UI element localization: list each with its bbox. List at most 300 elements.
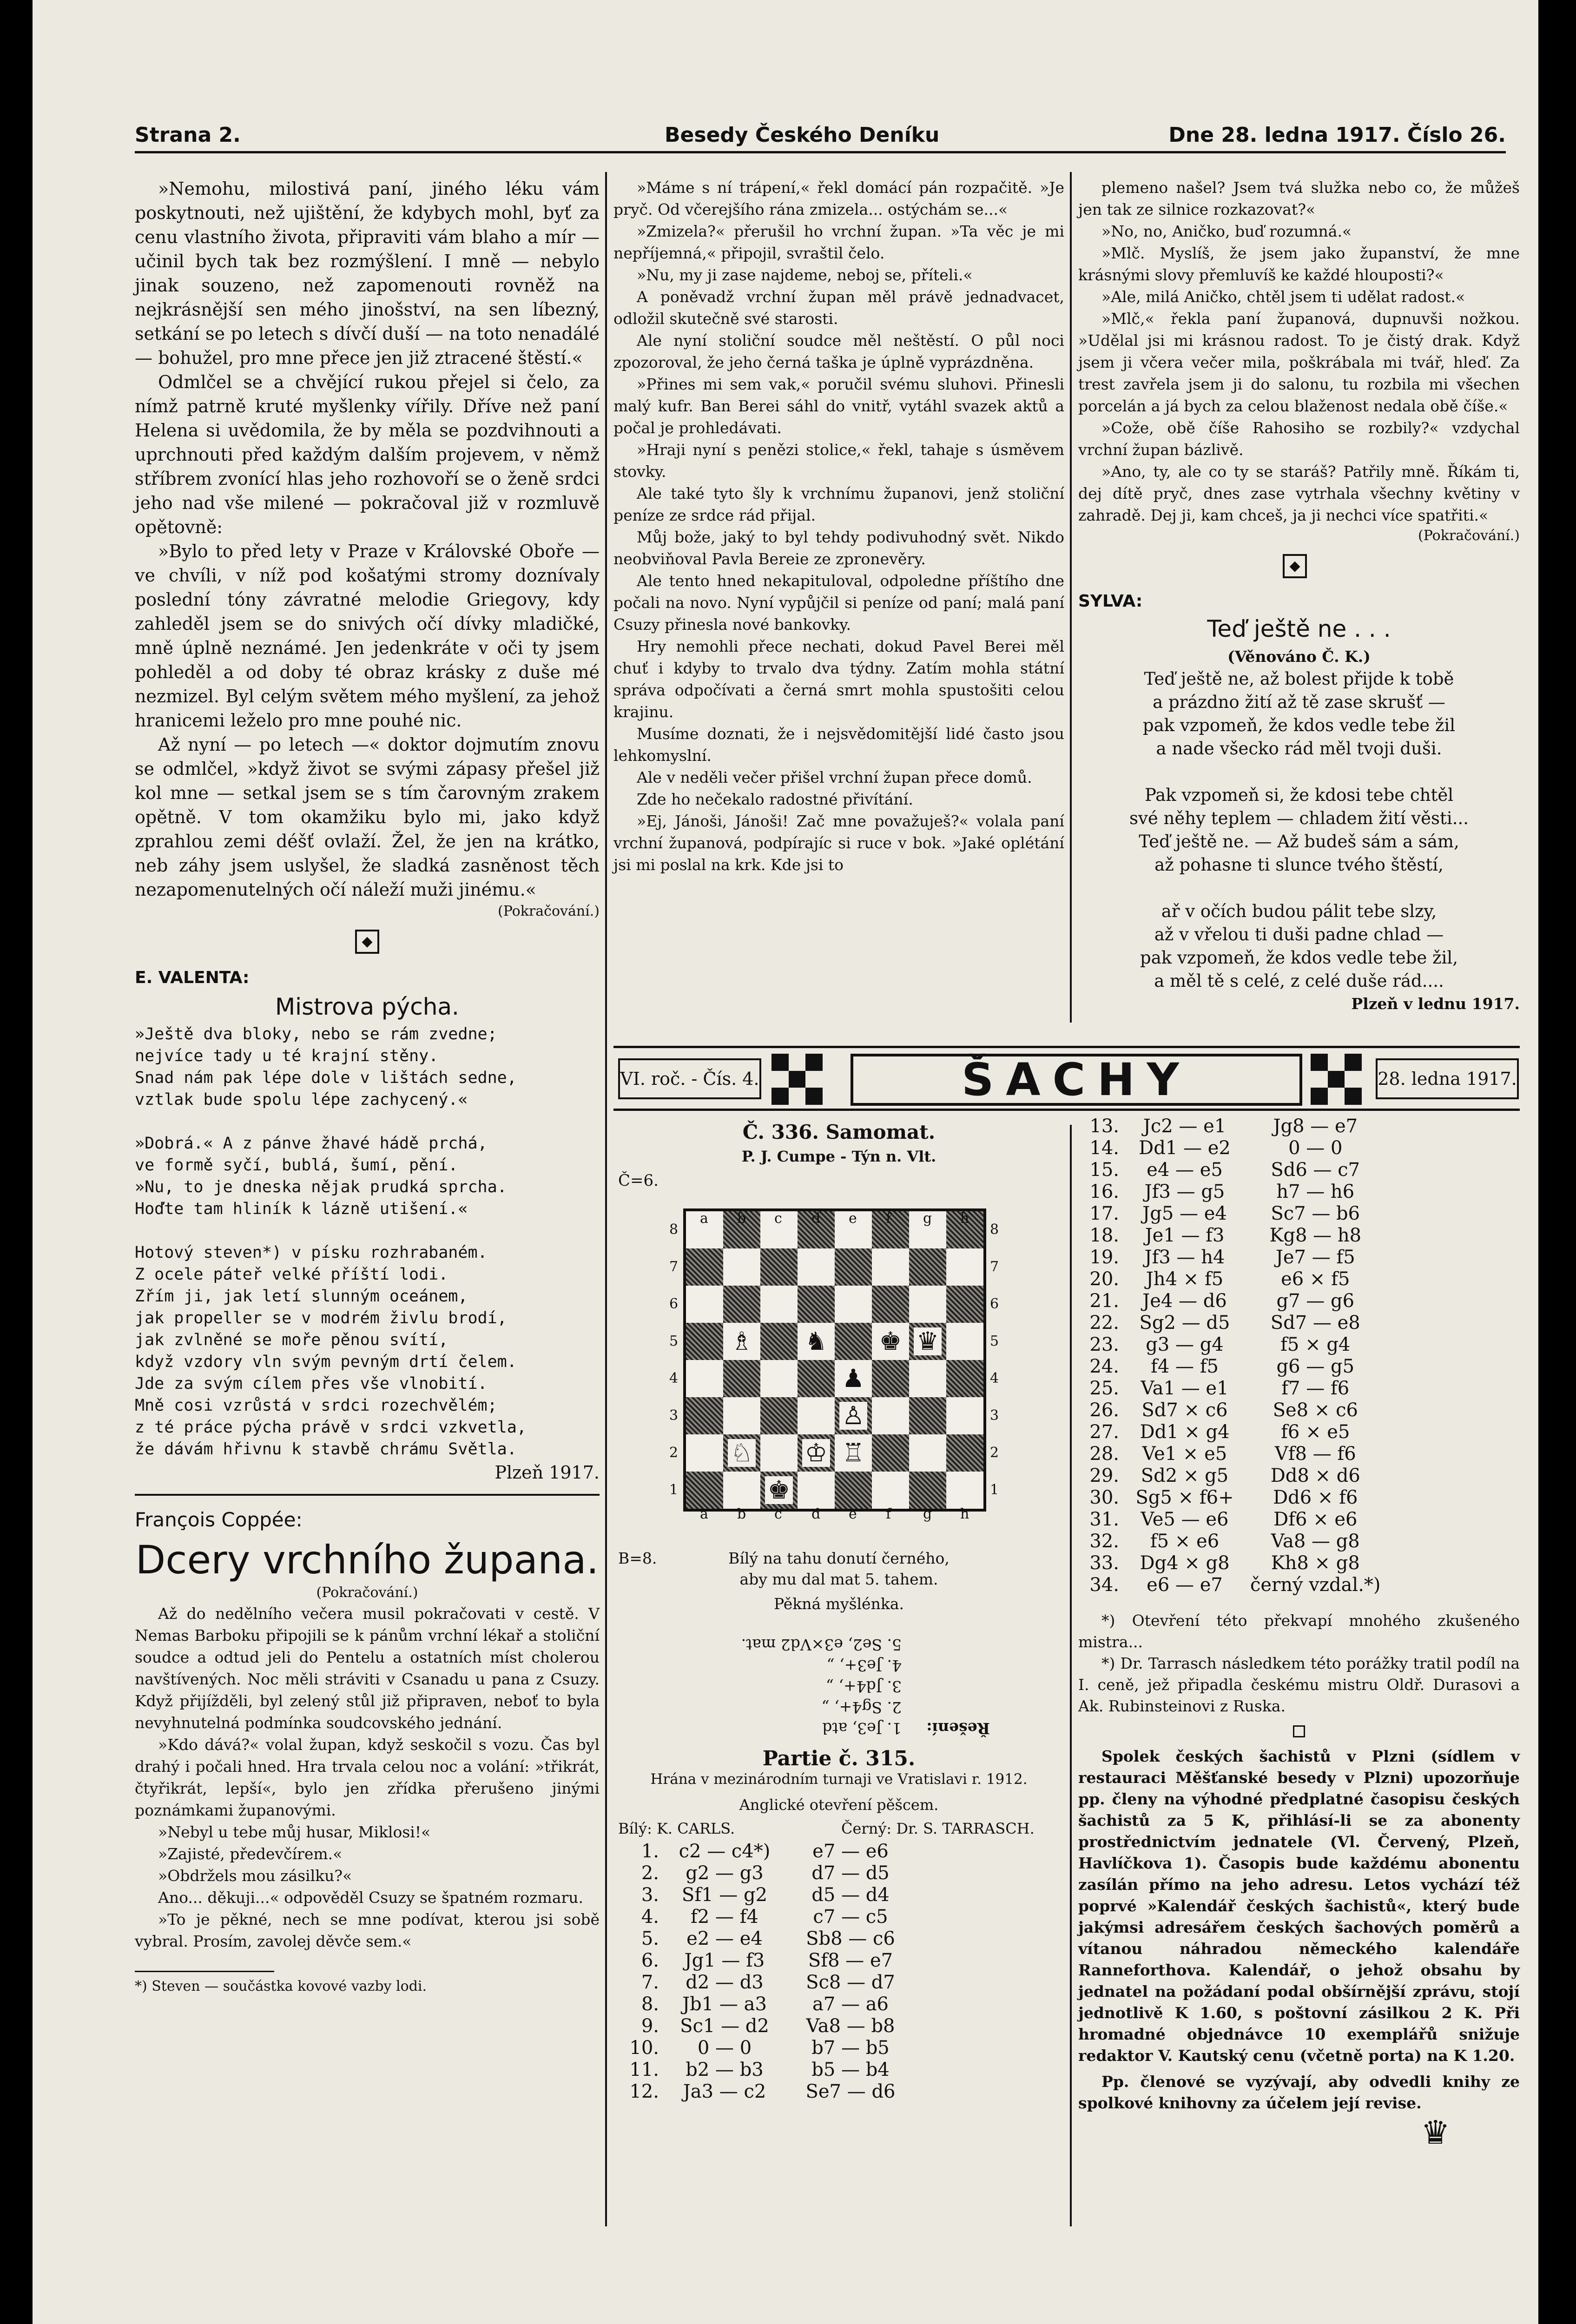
black-move: d5 — d4 [811,1884,890,1906]
rank-label: 4 [669,1370,679,1386]
move-row [618,2059,915,2081]
move-row [618,2081,915,2103]
file-label: e [849,1506,857,1522]
black-count: Č=6. [618,1171,659,1190]
black-move: Vf8 — f6 [1274,1443,1356,1465]
move-number: 9. [641,2015,659,2037]
move-row [1078,1137,1385,1159]
move-row [1078,1159,1385,1181]
poem-dedication: (Věnováno Č. K.) [1227,647,1371,666]
move-number: 29. [1089,1465,1119,1486]
board-square [686,1397,723,1434]
board-square [760,1360,798,1397]
move-number: 13. [1089,1116,1119,1137]
board-square [872,1323,909,1360]
move-row [1078,1400,1385,1421]
divider [135,1494,600,1496]
white-move: Sd7 × c6 [1141,1400,1228,1421]
rank-label: 8 [990,1221,999,1238]
chess-solution [618,1548,1060,2103]
paragraph: »Mlč,« řekla paní županová, dupnuvši nožkou. »Udělal jsi mi krásnou radost. To je čistý drak. Když jsem ji včera večer mila, poškrábala mi tvář, hleď. Za trest zavřela jsem ji do salonu, tu rozbila mi všechen porcelán a já bych za celou blaženost nedala obě číše.« [1078,310,1520,415]
game-note: *) Dr. Tarrasch následkem této porážky tratil podíl na I. ceně, jež připadla českému mistru Oldř. Durasovi a Ak. Rubinsteinovi z Ruska. [1078,1654,1520,1715]
file-label: b [737,1506,746,1522]
rank-label: 6 [669,1296,679,1312]
move-number: 18. [1089,1225,1119,1246]
move-row [1078,1247,1385,1268]
paragraph: »Máme s ní trápení,« řekl domácí pán rozpačitě. »Je pryč. Od včerejšího rána zmizela... ostýchám se...« [613,178,1064,218]
paragraph: »Ale, milá Aničko, chtěl jsem ti udělat radost.« [1101,288,1465,306]
board-square [909,1286,946,1323]
black-move: Se8 × c6 [1273,1400,1358,1421]
column-rule [1070,1125,1072,2226]
black-move: a7 — a6 [812,1994,889,2015]
chess-piece-icon: ♖ [839,1439,867,1467]
paragraph: »Bylo to před lety v Praze v Královské Oboře — ve chvíli, v níž pod košatými stromy doznívaly poslední tóny závratné melodie Griegovy, kdy zahleděl jsem se do snivých očí dívky mladičké, mně úplně neznámé. Jen jedenkráte v oči ty jsem pohleděl a od doby té obraz krásky z duše mé nezmizel. Byl celým světem mého myšlení, za jehož hranicemi leželo pro mne pouhé nic. [135,541,600,731]
white-move: c2 — c4*) [679,1841,771,1862]
board-square [798,1286,835,1323]
white-move: Dg4 × g8 [1140,1552,1230,1574]
file-label: h [960,1210,969,1227]
white-move: g2 — g3 [686,1862,764,1884]
black-move: Jg8 — e7 [1273,1116,1358,1137]
game-title: Partie č. 315. [762,1747,916,1770]
move-row [1078,1290,1385,1312]
paragraph: Až do nedělního večera musil pokračovati v cestě. V Nemas Barboku připojili se k pánům vrchní lékař a stoliční soudce a odtud jeli do Pentelu a ostatních míst cholerou navštívených. Noc měli stráviti v Csanadu u pana z Csuzy. Když přijížděli, byl zelený stůl již připraven, neboť to byla nevyhnutelná podmínka soudcovského jednání. [135,1604,600,1732]
paragraph: »Kdo dává?« volal župan, když seskočil s vozu. Čas byl drahý i počali hned. Hra trvala celou noc a volání: »třikrát, čtyřikrát, lepší«, bylo jen zřídka přerušeno jinými poznámkami županovými. [135,1736,600,1819]
board-square [798,1323,835,1360]
paragraph: Hry nemohli přece nechati, dokud Pavel Berei měl chuť i kdyby to trvalo dva týdny. Zatím mohla státní správa odpočívati a černá smrt mohla spustošiti celou krajinu. [613,637,1064,721]
board-square [872,1472,909,1509]
white-move: g3 — g4 [1146,1334,1224,1355]
move-row [1078,1465,1385,1487]
paragraph: »Zajisté, předevčírem.« [158,1845,343,1863]
board-square [723,1286,760,1323]
board-square [909,1248,946,1286]
white-move: Jf3 — h4 [1144,1247,1225,1268]
continued-label: (Pokračování.) [498,903,600,919]
move-row [1078,1203,1385,1225]
board-square [686,1248,723,1286]
paragraph: Ale také tyto šly k vrchnímu županovi, jenž stoliční peníze ze srdce rád přijal. [613,484,1064,524]
chess-piece-icon: ♗ [728,1327,756,1355]
move-number: 34. [1089,1574,1119,1596]
move-row [618,2015,915,2037]
move-number: 5. [641,1928,659,1949]
problem-title: Č. 336. Samomat. [742,1121,936,1143]
story-title: Dcery vrchního župana. [135,1537,599,1583]
publication-title: Besedy Českého Deníku [665,123,940,147]
board-square [686,1323,723,1360]
move-number: 15. [1089,1159,1119,1181]
checker-ornament-icon [1311,1054,1362,1105]
move-number: 31. [1089,1509,1119,1530]
file-label: a [700,1210,708,1227]
poem-text: »Ještě dva bloky, nebo se rám zvedne; nejvíce tady u té krajní stěny. Snad nám pak lépe dole v lištách sedne, vztlak bude spolu lépe zachycený.« »Dobrá.« A z pánve žhavé hádě prchá, ve formě syčí, bublá, šumí, pění. »Nu, to je dneska nějak prudká sprcha. Hoďte tam hliník k lázně utišení.« Hotový steven*) v písku rozhrabaném. Z ocele páteř velké příští lodi. Zřím ji, jak letí slunným oceánem, jak propeller se v modrém živlu brodí, jak zvlněné se moře pěnou svítí, když vzdory vln svým pevným drtí čelem. Jde za svým cílem přes vše vlnobití. Mně cosi vzrůstá v srdci rozechvělém; z té práce pýcha právě v srdci vzkvetla, že dávám hřivnu k stavbě chrámu Světla. [135,1025,527,1459]
white-move: f5 × e6 [1150,1531,1220,1552]
move-number: 27. [1089,1421,1119,1443]
poem-signature: Plzeň v lednu 1917. [1351,995,1520,1013]
board-square [872,1397,909,1434]
solution-line: 1. Je3, atd [822,1719,902,1737]
move-number: 17. [1089,1203,1119,1224]
rank-label: 5 [669,1333,679,1349]
board-square [835,1286,872,1323]
move-number: 33. [1089,1552,1119,1574]
move-number: 12. [629,2081,659,2102]
move-row [1078,1552,1385,1574]
move-number: 16. [1089,1181,1119,1202]
chess-date: 28. ledna 1917. [1376,1058,1519,1099]
game-subtitle: Hrána v mezinárodním turnaji ve Vratislavi r. 1912. [650,1771,1028,1788]
paragraph: Odmlčel se a chvějící rukou přejel si čelo, za nímž patrně kruté myšlenky vířily. Dříve než paní Helena si uvědomila, že by měla se pozdvihnouti a uprchnouti před každým dalším projevem, v němž stříbrem zvonící hlas jeho rozhovoří se o ženě srdci jeho nad vše milené — pokračoval již v rozmluvě opětovně: [135,372,600,537]
black-move: 0 — 0 [1288,1137,1343,1159]
board-square [909,1472,946,1509]
file-label: e [849,1210,857,1227]
board-square [723,1323,760,1360]
move-row [618,1841,915,1862]
white-count: B=8. [618,1549,657,1567]
paragraph: plemeno našel? Jsem tvá služka nebo co, že můžeš jen tak ze silnice rozkazovat?« [1078,178,1520,218]
black-move: f5 × g4 [1280,1334,1351,1355]
white-move: 0 — 0 [697,2037,752,2059]
board-square [872,1434,909,1472]
move-row [1078,1116,1385,1137]
page-number: Strana 2. [135,123,241,147]
file-label: f [886,1506,891,1522]
small-square-icon [1293,1725,1305,1737]
paragraph: »Hraji nyní s penězi stolice,« řekl, tahaje s úsměvem stovky. [613,441,1064,481]
white-move: Sd2 × g5 [1141,1465,1229,1486]
chess-problem [618,1120,1060,1193]
board-square [835,1434,872,1472]
board-square [723,1360,760,1397]
white-move: Jf3 — g5 [1144,1181,1225,1202]
move-row [618,1950,915,1972]
paragraph: Ano... děkuji...« odpověděl Csuzy se špatném rozmaru. [158,1888,584,1907]
paragraph: »Nu, my ji zase najdeme, neboj se, příteli.« [637,266,973,284]
game-moves-13-34 [1078,1116,1385,1596]
poem-text: Teď ještě ne, až bolest přijde k tobě a prázdno žití až tě zase skrušť — pak vzpomeň, že kdos vedle tebe žil a nade všecko rád měl tvoji duši. Pak vzpomeň si, že kdosi tebe chtěl své něhy teplem — chladem žití věsti... Teď ještě ne. — Až budeš sám a sám, až pohasne ti slunce tvého štěstí, ař v očích budou pálit tebe slzy, až v vřelou ti duši padne chlad — pak vzpomeň, že kdos vedle tebe žil, a měl tě s celé, z celé duše rád.... [1129,669,1469,991]
rank-label: 3 [990,1407,999,1424]
nice-idea-label: Pěkná myšlénka. [773,1595,904,1613]
white-move: e2 — e4 [686,1928,763,1949]
poem-title: Mistrova pýcha. [275,993,459,1020]
black-move: Va8 — b8 [806,2015,895,2037]
column-rule [1070,172,1072,1023]
move-number: 8. [641,1994,659,2015]
move-row [618,1884,915,1906]
chess-section-title: ŠACHY [851,1054,1302,1106]
move-row [1078,1421,1385,1443]
board-square [686,1286,723,1323]
move-number: 25. [1089,1378,1119,1399]
move-row [618,1994,915,2015]
board-square [946,1286,983,1323]
volume-issue: VI. roč. - Čís. 4. [618,1058,761,1099]
move-number: 1. [641,1841,659,1862]
rank-label: 1 [669,1482,679,1498]
caption-line-2: aby mu dal mat 5. tahem. [739,1570,938,1588]
board-square [909,1397,946,1434]
move-number: 22. [1089,1312,1119,1334]
newspaper-page [33,0,1538,2324]
solution-line: 3. Jd4+, „ [825,1677,902,1696]
column-2 [613,177,1064,876]
white-move: Sg2 — d5 [1139,1312,1230,1334]
white-player: Bílý: K. CARLS. [618,1820,735,1837]
board-square [760,1472,798,1509]
move-row [1078,1334,1385,1356]
white-move: Jg1 — f3 [684,1950,765,1971]
black-move: Dd6 × f6 [1273,1487,1358,1508]
board-square [798,1248,835,1286]
white-move: Dd1 × g4 [1140,1421,1230,1443]
board-square [686,1434,723,1472]
issue-date-number: Dne 28. ledna 1917. Číslo 26. [1168,123,1506,147]
page-header [135,119,1506,153]
checker-ornament-icon [772,1054,823,1105]
caption-line-1: Bílý na tahu donutí černého, [728,1549,950,1567]
solution-line: 2. Sg4+, „ [821,1698,902,1717]
move-number: 6. [641,1950,659,1971]
paragraph: »Ej, Jánoši, Jánoši! Zač mne považuješ?« volala paní vrchní županová, podpírajíc si ruce v bok. »Jaké oplétání jsi mi poslal na krk. Kde jsi to [613,812,1064,874]
white-move: Je1 — f3 [1145,1225,1225,1246]
move-row [1078,1181,1385,1203]
paragraph: Ale nyní stoliční soudce měl neštěstí. O půl noci zpozoroval, že jeho černá taška je úplně vyprázdněna. [613,331,1064,371]
black-move: Va8 — g8 [1271,1531,1360,1552]
move-number: 7. [641,1972,659,1993]
upside-down-solution [646,1618,990,1739]
white-move: Sg5 × f6+ [1135,1487,1234,1508]
file-label: c [774,1210,782,1227]
move-row [1078,1531,1385,1552]
paragraph: Zde ho nečekalo radostné přivítání. [637,790,913,808]
rank-label: 2 [990,1445,999,1461]
rank-label: 6 [990,1296,999,1312]
white-move: d2 — d3 [686,1972,764,1993]
black-move: Kh8 × g8 [1271,1552,1360,1574]
paragraph: »Přines mi sem vak,« poručil svému sluhovi. Přinesli malý kufr. Ban Berei sáhl do vnitř, vytáhl svazek aktů a počal je prohledávati. [613,375,1064,437]
board-square [723,1472,760,1509]
poem-author: SYLVA: [1078,592,1143,611]
ornament-icon: ◆ [1283,554,1307,578]
game-moves-1-12 [618,1841,915,2103]
board-square [835,1360,872,1397]
poem-title: Teď ještě ne . . . [1207,615,1391,642]
club-notice: Spolek českých šachistů v Plzni (sídlem v restauraci Měšťanské besedy v Plzni) upozorňuje pp. členy na výhodné předplatné časopisu českých šachistů za 5 K, přihlásí-li se za abonenty prostřednictvím jednatele (Vl. Červený, Plzeň, Havlíčkova 1). Časopis bude každému abonentu zasílán přímo na jeho adresu. Letos vychází též poprvé »Kalendář českých šachistů«, který bude jakýmsi adresářem českých šachových poměrů a vítanou náhradou německého kalendáře Ranneforthova. Kalendář, o jehož obsahu by jednatel na požádaní podal obšírnější zprávu, stojí jednotlivě K 1.60, s poštovní zásilkou 2 K. Při hromadné objednávce 10 exemplářů snižuje redaktor V. Kautský cenu (včetně porta) na K 1.20. [1078,1747,1520,2065]
board-square [946,1397,983,1434]
black-move: Sb8 — c6 [806,1928,895,1949]
file-label: d [811,1210,821,1227]
board-square [872,1248,909,1286]
board-square [798,1472,835,1509]
black-move: e6 × f5 [1281,1268,1350,1290]
paragraph: Až nyní — po letech —« doktor dojmutím znovu se odmlčel, »když život se svými zápasy přešel již kol mne — setkal jsem se s tím čarovným zrakem opětně. V tom okamžiku bylo mi, jako když zprahlou zemi déšť ovlaží. Žel, že jen na krátko, neb záhy jsem uslyšel, že sladká zasněnost těch nezapomenutelných očí náleží muži jinému.« [135,734,600,900]
rank-label: 2 [669,1445,679,1461]
move-number: 19. [1089,1247,1119,1268]
board-square [835,1397,872,1434]
paragraph: »Nebyl u tebe můj husar, Miklosi!« [158,1823,431,1841]
chess-section-banner [613,1046,1520,1111]
black-move: Je7 — f5 [1275,1247,1355,1268]
rank-label: 1 [990,1482,999,1498]
paragraph: Můj bože, jaký to byl tehdy podivuhodný svět. Nikdo neobviňoval Pavla Bereie ze zpronevěry. [613,528,1064,568]
board-square [798,1434,835,1472]
paragraph: »Obdržels mou zásilku?« [158,1867,352,1885]
move-number: 28. [1089,1443,1119,1465]
move-number: 2. [641,1862,659,1884]
move-row [1078,1312,1385,1334]
board-square [798,1360,835,1397]
poem-signature: Plzeň 1917. [495,1462,600,1483]
paragraph: Ale v neděli večer přišel vrchní župan přece domů. [637,768,1032,786]
black-move: Sd7 — e8 [1270,1312,1360,1334]
rank-label: 7 [669,1259,679,1275]
move-number: 11. [629,2059,659,2080]
club-notice: Pp. členové se vyzývají, aby odvedli knihy ze spolkové knihovny za účelem její revise. [1078,2073,1520,2112]
black-player: Černý: Dr. S. TARRASCH. [841,1820,1035,1837]
board-square [835,1323,872,1360]
move-row [1078,1574,1385,1596]
board-square [909,1434,946,1472]
white-move: Sc1 — d2 [680,2015,769,2037]
white-move: Jg5 — e4 [1142,1203,1227,1224]
board-square [909,1323,946,1360]
file-label: d [811,1506,821,1522]
white-move: Jb1 — a3 [682,1994,767,2015]
column-rule [605,172,607,2226]
board-square [835,1472,872,1509]
file-label: a [700,1506,708,1522]
white-move: Je4 — d6 [1142,1290,1227,1312]
paragraph: Ale tento hned nekapituloval, odpoledne příštího dne počali na novo. Nyní vypůjčil si peníze od paní; malá paní Csuzy přinesla nové bankovky. [613,572,1064,634]
black-move: Se7 — d6 [805,2081,896,2102]
move-row [618,1862,915,1884]
board-square [686,1360,723,1397]
opening-name: Anglické otevření pěšcem. [739,1796,939,1814]
black-move: b5 — b4 [811,2059,890,2080]
board-square [909,1360,946,1397]
solution-line: 4. Je3+, „ [826,1657,902,1675]
white-move: e4 — e5 [1147,1159,1223,1181]
move-row [618,1906,915,1928]
solution-line: 5. Se2, e3×Vd2 mat. [741,1636,902,1654]
problem-author: P. J. Cumpe - Týn n. Vlt. [741,1148,936,1165]
move-row [618,1928,915,1950]
board-square [872,1360,909,1397]
solution-label: Řešení: [926,1719,990,1737]
white-move: Dd1 — e2 [1139,1137,1231,1159]
chess-piece-icon: ♔ [802,1439,830,1467]
chess-piece-icon: ♘ [728,1439,756,1467]
board-square [760,1397,798,1434]
move-row [1078,1356,1385,1378]
story-author: François Coppée: [135,1508,303,1531]
rank-label: 3 [669,1407,679,1424]
black-move: c7 — c5 [813,1906,888,1928]
board-square [946,1248,983,1286]
file-label: h [960,1506,969,1522]
move-number: 30. [1089,1487,1119,1508]
file-label: c [774,1506,782,1522]
move-row [618,2037,915,2059]
move-number: 3. [641,1884,659,1906]
footnote: *) Steven — součástka kovové vazby lodi. [135,1971,274,1996]
move-row [618,1972,915,1994]
move-number: 23. [1089,1334,1119,1355]
black-move: Sc8 — d7 [806,1972,895,1993]
column-3 [1078,177,1520,1015]
white-move: f2 — f4 [691,1906,758,1928]
board-square [798,1397,835,1434]
paragraph: »Cože, obě číše Rahosiho se rozbily?« vzdychal vrchní župan bázlivě. [1078,419,1520,459]
black-move: Kg8 — h8 [1269,1225,1362,1246]
board-square [760,1434,798,1472]
white-move: e6 — e7 [1147,1574,1223,1596]
poem-author: E. VALENTA: [135,968,250,987]
move-number: 24. [1089,1356,1119,1377]
black-move: f7 — f6 [1281,1378,1350,1399]
chess-piece-icon: ♟ [839,1365,867,1393]
board-square [723,1248,760,1286]
board-square [686,1472,723,1509]
move-row [1078,1509,1385,1531]
move-number: 32. [1089,1531,1119,1552]
chess-piece-icon: ♞ [802,1327,830,1355]
white-move: Ve5 — e6 [1141,1509,1229,1530]
board-square [835,1248,872,1286]
board-square [946,1323,983,1360]
paragraph: Musíme doznati, že i nejsvědomitější lidé často jsou lehkomyslní. [613,725,1064,765]
file-label: f [886,1210,891,1227]
chess-piece-icon: ♛ [914,1327,942,1355]
rank-label: 7 [990,1259,999,1275]
white-move: Ve1 × e5 [1142,1443,1227,1465]
queen-icon: ♛ [1421,2113,1450,2152]
black-move: Dd8 × d6 [1270,1465,1360,1486]
chess-piece-icon: ♚ [765,1476,793,1504]
paragraph: »Zmizela?« přerušil ho vrchní župan. »Ta věc je mi nepříjemná,« připojil, svraštil čelo. [613,222,1064,262]
game-note: *) Otevření této překvapí mnohého zkušeného mistra... [1078,1611,1520,1651]
story-continued: (Pokračování.) [316,1585,418,1601]
black-move: f6 × e5 [1281,1421,1350,1443]
rank-label: 4 [990,1370,999,1386]
move-number: 4. [641,1906,659,1928]
board-square [760,1248,798,1286]
rank-label: 8 [669,1221,679,1238]
white-move: Ja3 — c2 [683,2081,766,2102]
black-move: g6 — g5 [1276,1356,1355,1377]
paragraph: »Mlč. Myslíš, že jsem jako županství, že mne krásnými slovy přemluvíš ke každé hlouposti?« [1078,244,1520,284]
board-square [760,1323,798,1360]
paragraph: »Ano, ty, ale co ty se staráš? Patřily mně. Říkám ti, dej dítě pryč, dnes zase vytrhala všechny květiny v zahradě. Dej ji, kam chceš, ja ji nechci více spatřiti.« [1078,462,1520,524]
black-move: b7 — b5 [811,2037,890,2059]
chess-board-diagram [665,1190,1018,1543]
move-row [1078,1378,1385,1400]
file-label: g [923,1506,932,1522]
board-square [723,1397,760,1434]
paragraph: »No, no, Aničko, buď rozumná.« [1101,222,1352,240]
black-move: h7 — h6 [1276,1181,1355,1202]
black-move: černý vzdal.*) [1250,1574,1381,1596]
move-number: 10. [629,2037,659,2059]
move-number: 21. [1089,1290,1119,1312]
white-move: f4 — f5 [1151,1356,1219,1377]
column-1 [135,177,600,1996]
board-square [946,1434,983,1472]
board-square [872,1286,909,1323]
board-square [723,1434,760,1472]
